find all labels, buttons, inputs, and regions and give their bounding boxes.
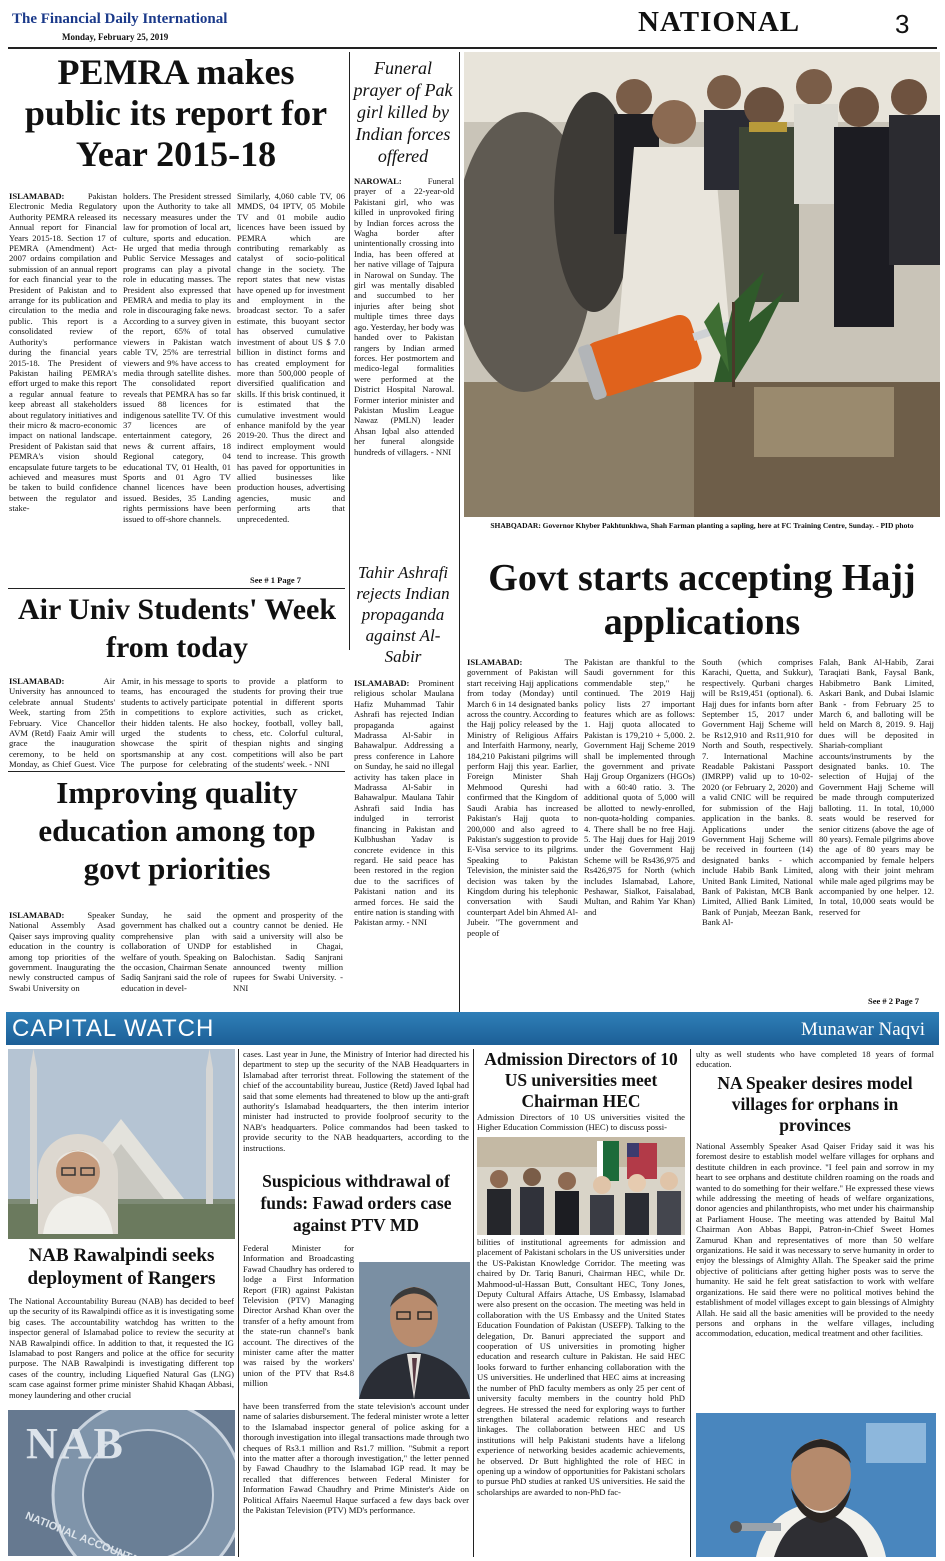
nab-headline: NAB Rawalpindi seeks deployment of Rangers xyxy=(27,1245,216,1289)
hajj-headline: Govt starts accepting Hajj applications xyxy=(488,557,916,643)
divider xyxy=(238,1049,239,1557)
ptv-body-left: Federal Minister for Information and Broadcasting Fawad Chaudhry has ordered to lodge a First Information Report (FIR) against Pakistan Television (PTV) Managing Director Arshad Khan over the transfer of a hefty amount from the state-run channel's bank account. The directives of the minister came after the matter was raised by the workers' union of the PTV that Rs4.8 million xyxy=(243,1243,354,1389)
ptv-body-full: have been transferred from the state television's account under name of salaries disbursement. The federal minister wrote a letter to the Islamabad inspector general of police asking for a thorough investigation into illegal transactions made through two cheques of Rs3.1 million and Rs1.7 million. "Submit a report into the matter after a thorough investigation," the letter penned by Fawad Chaudhry to the Islamabad IGP read. It may be recalled that differences between Federal Minister for Information Fawad Chaudhry and Prime Minister's Aide on Political Affairs Naeemul Haque surfaced a few days back over the Pakistan Television (PTV) MD's performance. xyxy=(243,1401,469,1516)
fawad-photo xyxy=(359,1262,470,1399)
ashrafi-headline: Tahir Ashrafi rejects Indian propaganda against Al-Sabir xyxy=(356,563,450,666)
airuniv-col-3: to provide a platform to students for proving their true potential in different sports activities, such as cricket, hockey, football, volley ball, chess, etc. Colorful cultural, thespian nights and singing competitions will also be part of the students' week. - NNI xyxy=(233,676,343,770)
airuniv-col-1: ISLAMABAD: Air University has announced to celebrate annual Students' Week, starting from 25th February. Vice Chancellor AVM (Retd) Faaiz Amir will grace the inauguration ceremony, to be held on Monday, as Chief Guest. Vice xyxy=(9,676,115,770)
airuniv-col-2: Amir, in his message to sports teams, has encouraged the students to actively participate in competitions to explore their hidden talents. He also urged the students to showcase the spirit of sportsmanship at any cost. The purpose for celebrating xyxy=(121,676,227,770)
divider xyxy=(690,1049,691,1557)
columnist-portrait xyxy=(38,1134,118,1234)
nab-body: The National Accountability Bureau (NAB) has decided to beef up the security of its Rawalpindi office as it is investigating some big cases. The accountability watchdog has written to the inspector general of Islamabad police to review the security at NAB Rawalpindi office. In addition to that, it requested the IG Islamabad to post Rangers and police at the office for security purpose. The NAB Rawalpindi is investigating different top cases of the country, including Liquefied Natural Gas (LNG) scam case against former prime minister Shahid Khaqan Abbasi, money laundering and other crucial xyxy=(9,1296,234,1400)
hec-body: bilities of institutional agreements for admission and placement of Pakistani scholars in the US universities under the US-Pakistan Knowledge Corridor. The meeting was chaired by Dr. Tariq Banuri, Chairman HEC, while Dr. Mahmood-ul-Hassan Butt, Consultant HEC, Tony Jones, Deputy Cultural Affairs Attache, US Embassy, Islamabad were also present on the occasion. The meeting was held in collaboration with the US Embassy and the United States Education Foundation of Pakistan (USEFP). Talking to the delegation, Dr. Banuri appreciated the support and cooperation of US universities in promoting higher education and research culture in Pakistan. He said HEC looks forward to further enhancing collaboration with the US universities. He underlined that HEC aims at increasing the number of PhD faculty members as only 25 per cent of university faculty members in the country hold PhD degrees. He stressed the need for exploring ways to further strengthen bilateral academic relations and research linkages. The collaboration between HEC and US institutions will help Pakistani students have a lifelong experience of networking besides academic achievements, he observed. Dr Butt highlighted the role of HEC in opening up a window of opportunities for Pakistani scholars to pursue PhD studies at ranked US universities. He said the scholarships are awarded to non-PhD fac- xyxy=(477,1237,685,1497)
divider xyxy=(8,771,345,772)
nab-continued: cases. Last year in June, the Ministry of Interior had directed his department to step up the security of the NAB Headquarters in Islamabad after terrorist threat. Following the statement of the chief of the accountability bureau, Justice (Retd) Javed Iqbal had said that some elements had threatened to blow up the anti-graft authority's Islamabad headquarters, the then interim interior minister had instructed to provide foolproof security to the NAB's headquarters. Police commandos had been tasked to provide security to the NAB headquarters, according to the instructions. xyxy=(243,1049,469,1153)
na-speaker-top-continued: ulty as well students who have completed 18 years of formal education. xyxy=(696,1049,934,1070)
divider xyxy=(349,52,350,650)
nab-logo-letters: NAB xyxy=(26,1419,125,1468)
capital-watch-author: Munawar Naqvi xyxy=(801,1019,925,1040)
divider xyxy=(473,1049,474,1557)
paper-name: The Financial Daily International xyxy=(12,11,228,27)
airuniv-headline: Air Univ Students' Week from today xyxy=(17,593,337,664)
divider xyxy=(8,588,345,589)
education-col-1: ISLAMABAD: Speaker National Assembly Asad Qaiser says improving quality education in the country is among top priorities of the government. Inaugurating the newly constructed campus of Swabi University on xyxy=(9,910,115,993)
hajj-see-more: See # 2 Page 7 xyxy=(868,996,919,1006)
pemra-col-1: ISLAMABAD: Pakistan Electronic Media Regulatory Authority PEMRA released its Annual report for Financial Years 2015-18. Section 17 of PEMRA (Amendment) Act-2007 ordains compilation and submission of an annual report for each financial year to the President of Pakistan and to arrange for its publication and circulation to the media and public. This report is a consolidated review of Authority's performance during the financial years 2015-18. The President of Pakistan hailing PEMRA's effort urged to make this report a regular annual feature to keep abreast all stakeholders about regulatory initiatives and their micro & macro-economic impact on national landscape. President of Pakistan said that PEMRA's vision should encapsulate future targets to be achieved and measures must be taken to build confidence between the regulator and stake- xyxy=(9,191,117,514)
nab-logo-photo xyxy=(8,1410,235,1556)
hec-headline: Admission Directors of 10 US universities meet Chairman HEC xyxy=(484,1049,678,1111)
pemra-see-more: See # 1 Page 7 xyxy=(250,575,301,585)
capital-watch-banner xyxy=(6,1012,939,1045)
speaker-photo xyxy=(696,1413,936,1557)
education-col-2: Sunday, he said the government has chalked out a comprehensive plan with collaboration of UNDP for welfare of youth. Speaking on the occasion, Chairman Senate Sadiq Sanjrani said the role of education in devel- xyxy=(121,910,227,993)
hec-meeting-photo xyxy=(477,1137,685,1235)
education-headline: Improving quality education among top govt priorities xyxy=(38,775,316,886)
speaker-photo-image xyxy=(696,1413,936,1557)
masthead-rule xyxy=(8,47,937,49)
mosque-photo xyxy=(8,1049,235,1239)
divider xyxy=(459,52,460,1012)
nab-logo-ring-text: NATIONAL xyxy=(23,1510,80,1543)
planting-photo xyxy=(464,52,940,517)
hec-intro: Admission Directors of 10 US universities visited the Higher Education Commission (HEC) to discuss possi- xyxy=(477,1112,685,1133)
pemra-col-2: holders. The President stressed upon the Authority to take all necessary measures under the law for promotion of local art, culture, sports and education. He urged that media through Public Service Messages and programs can play a pivotal role in educating masses. The President also expressed that PEMRA and media to play its role in discouraging fake news. According to a survey given in the report, 65% of total viewers in Pakistan watch cable TV, 25% are terrestrial viewers and 9% have access to media through satellite dishes. The consolidated report reveals that PEMRA has so far issued 88 licences for indigenous satellite TV. Of this 37 licences are of entertainment category, 26 news & current affairs, 18 Regional category, 04 educational TV, 01 Health, 01 Sports and 01 Agro TV channel licences have been issued. Besides, 35 Landing rights permissions have been issued to off-shore channels. xyxy=(123,191,231,524)
ashrafi-body: ISLAMABAD: Prominent religious scholar Maulana Hafiz Muhammad Tahir Ashrafi has rejected Indian propaganda against Madrassa Al-Sabir in Bahawalpur. Addressing a press conference in Lahore on Sunday, he said no illegal activity has taken place in Madrassa Al-Sabir in Bahawalpur. Maulana Tahir Ashrafi said India has indulged in terrorist financing in Pakistan and Kulbhushan Yadav is concrete evidence in this regard. He said peace has been restored in the region due to the sacrifices of Pakistani nation and its armed forces. He said the entire nation is standing with Pakistan army. - NNI xyxy=(354,678,454,928)
na-speaker-headline: NA Speaker desires model villages for orphans in provinces xyxy=(717,1073,913,1135)
hec-meeting-image xyxy=(477,1137,685,1235)
pemra-headline: PEMRA makes public its report for Year 2015-18 xyxy=(24,52,328,174)
funeral-headline: Funeral prayer of Pak girl killed by Indian forces offered xyxy=(353,58,453,166)
funeral-body: NAROWAL: Funeral prayer of a 22-year-old Pakistani girl, who was killed in unprovoked firing by Indian forces across the Wagha border after unintentionally crossing into India, has been offered at her native village of Tajpura in Narowal on Sunday. The girl was mentally disabled and succumbed to her injuries after being shot multiple times three days ago. Yesterday, her body was handed over to Pakistan rangers by Indian armed forces. Her postmortem and medico-legal formalities were performed at the District Hospital Narowal. Former interior minister and Pakistan Muslim League Nawaz (PMLN) leader Ahsan Iqbal also attended her funeral alongside hundreds of villagers. - NNI xyxy=(354,176,454,457)
planting-photo-caption: SHABQADAR: Governor Khyber Pakhtunkhwa, Shah Farman planting a sapling, here at FC Training Centre, Sunday. - PID photo xyxy=(490,521,914,530)
planting-photo-image xyxy=(464,52,940,517)
hajj-col-4: Falah, Bank Al-Habib, Zarai Taraqiati Bank, Faysal Bank, Habibmetro Bank Limited, Askari Bank, and Dubai Islamic Bank - from February 25 to March 6, and balloting will be held on March 8, 2019. 9. Hajj dues will be deposited in Shariah-compliant accounts/instruments by the designated banks. 10. The selection of Hujjaj of the Government Hajj Scheme will be made through computerized balloting. 11. In total, 10,000 seats would be reserved for senior citizens (above the age of 80 years). Female pilgrims above the age of 80 years may be accompanied by female helpers along with their joint mehram while male aged pilgrims may be accompanied by one helper. 12. In total, 10,000 seats would be reserved for xyxy=(819,657,934,917)
hajj-col-2: Pakistan are thankful to the Saudi government for this commendable step," he continued. The 2019 Hajj policy lists 27 important features which are as follows: 1. Hajj quota allocated to Pakistan is 179,210 + 5,000. 2. Government Hajj Scheme 2019 shall be implemented through the government and private Hajj Group Organizers (HGOs) with a 60:40 ratio. 3. The additional quota of 5,000 will be allotted to newly-enrolled, non-quota-holding companies. 4. There shall be no free Hajj. 5. The Hajj dues for Hajj 2019 under the Government Hajj Scheme will be Rs436,975 and Rs426,975 for North (which includes Islamabad, Lahore, Peshawar, Sialkot, Faisalabad, Multan, and Rahim Yar Khan) and xyxy=(584,657,695,917)
masthead xyxy=(0,0,945,52)
fawad-photo-image xyxy=(359,1262,470,1399)
issue-date: Monday, February 25, 2019 xyxy=(62,32,169,42)
pemra-col-3: Similarly, 4,060 cable TV, 06 MMDS, 04 IPTV, 05 Mobile TV and 01 mobile audio licences have been issued by PEMRA which are contributing remarkably as catalyst of socio-political change in the society. The report states that new vistas have opened up for investment and employment in the broadcast sector. To a safer estimate, this buoyant sector has observed cumulative investment of about US $ 7.0 billion in distinct forms and has created employment for more than 500,000 people of diversified qualification and skills. If this brisk continued, it is estimated that the cumulative investment would enhance manifold by the year 2019-20. Thus the direct and indirect employment would tend to increase. This growth has paved for opportunities in allied businesses like production houses, advertising agencies, music and performing arts that unprecedented. xyxy=(237,191,345,524)
education-col-3: opment and prosperity of the country cannot be denied. He said a university will also be established in Chagai, Balochistan. Sadiq Sanjrani announced twenty million rupees for Swabi University. - NNI xyxy=(233,910,343,993)
capital-watch-title: CAPITAL WATCH xyxy=(12,1015,215,1042)
na-speaker-body: National Assembly Speaker Asad Qaiser Friday said it was his foremost desire to establish model welfare villages for orphans and destitute children in each province. "I feel pain and sorrow in my heart to see orphans and destitute children roaming on the roads and wanted to do something for their welfare." He expressed these views while addressing the meeting of heads of welfare organizations, donor agencies and philanthropists, who met under his chairmanship at Parliament House. The meeting was attended by Baitul Mal Chairman Aon Abbas Bappi, Patron-in-Chief Sweet Homes Zamurud Khan and representatives of more than 50 welfare organizations. He said it was necessary to serve humanity in order to enjoy the blessings of Almighty Allah. The Speaker said the prime objective of politicians after getting higher posts was to serve the humanity. He said he felt great satisfaction to work with welfare organizations. He said there were no political motives behind the establishment of model villages except to gain blessings of Almighty Allah. He said all the basic amenities will be provided to the needy persons and orphans in the welfare villages, including accommodation, education, medical treatment and other facilities. xyxy=(696,1141,934,1339)
page-number: 3 xyxy=(895,9,910,39)
hajj-col-3: South (which comprises Karachi, Quetta, and Sukkur), respectively. Qurbani charges will be Rs19,451 (optional). 6. Hajj dues for infants born after September 15, 2017 under Government Hajj Scheme will be Rs12,910 and Rs11,910 for North and South, respectively. 7. International Machine Readable Pakistani Passport (IMRPP) valid up to 10-02-2020 (or February 2, 2020) and a valid CNIC will be required for submission of the Hajj application in the banks. 8. Applications under the Government Hajj Scheme will be received in fourteen (14) designated banks - which include Habib Bank Limited, United Bank Limited, National Bank of Pakistan, MCB Bank Limited, Allied Bank Limited, Bank of Punjab, Meezan Bank, Bank Al- xyxy=(702,657,813,928)
section-title: NATIONAL xyxy=(638,6,801,38)
ptv-headline: Suspicious withdrawal of funds: Fawad orders case against PTV MD xyxy=(260,1171,452,1235)
hajj-col-1: ISLAMABAD: The government of Pakistan will start receiving Hajj applications from today (Monday) until March 6 in 14 designated banks across the country. According to the Hajj policy released by the Ministry of Religious Affairs and Interfaith Harmony, nearly, 184,210 Pakistani pilgrims will perform Hajj this year. Earlier, Foreign Minister Shah Mehmood Qureshi had confirmed that the Kingdom of Saudi Arabia has increased Pakistan's Hajj quota to 200,000 and also agreed to Pakistan's suggestion to provide E-Visa service to its pilgrims. Speaking to Pakistan Television, the minister said the decision was taken by the Kingdom during his telephonic conversation with Saudi counterpart Adel bin Ahmed Al-Jubeir. "The government and people of xyxy=(467,657,578,938)
